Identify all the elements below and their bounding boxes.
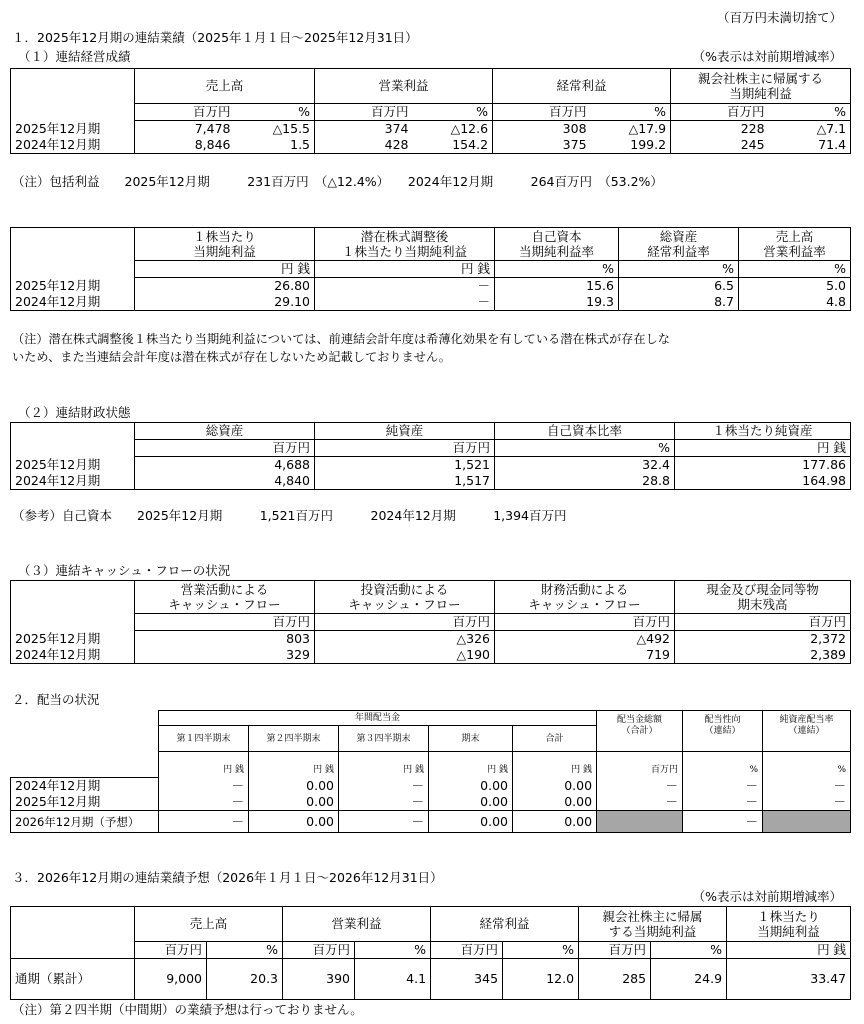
- header-cash-end: 現金及び現金同等物 期末残高: [675, 581, 851, 614]
- unit-cell: 円 銭: [135, 261, 315, 278]
- header-q1: 第１四半期末: [159, 726, 249, 752]
- unit-cell: %: [503, 942, 579, 959]
- header-eps: １株当たり 当期純利益: [727, 907, 851, 942]
- header-q3: 第３四半期末: [339, 726, 429, 752]
- value-cell: 29.10: [135, 294, 315, 311]
- unit-cell: 円 銭: [159, 752, 249, 778]
- header-total: 合計: [513, 726, 597, 752]
- unit-cell: 百万円: [675, 614, 851, 631]
- value-cell: 0.00: [249, 778, 339, 795]
- unit-cell: 百万円: [283, 942, 355, 959]
- header-operating-profit: 営業利益: [315, 69, 493, 104]
- value-cell: 1,521: [315, 457, 495, 474]
- value-cell: △326: [315, 631, 495, 648]
- header-annual-dividend: 年間配当金: [159, 711, 597, 726]
- value-cell: －: [763, 778, 851, 795]
- unit-cell: 百万円: [431, 942, 503, 959]
- header-roa: 総資産 経常利益率: [619, 228, 739, 261]
- subsection-financial-position: （２）連結財政状態: [18, 405, 131, 420]
- row-label: 2024年12月期: [11, 647, 135, 664]
- unit-cell: %: [207, 942, 283, 959]
- value-cell: －: [597, 794, 683, 811]
- table-row: [11, 959, 851, 1000]
- value-cell: 0.00: [513, 794, 597, 811]
- diluted-eps-note-line1: （注）潜在株式調整後１株当たり当期純利益については、前連結会計年度は希薄化効果を有している潜在株式が存在しな: [12, 332, 670, 346]
- row-label: 2024年12月期: [11, 294, 135, 311]
- header-q2: 第２四半期末: [249, 726, 339, 752]
- table-row: [11, 121, 851, 138]
- value-cell: 1.5: [235, 137, 315, 154]
- unit-note: （百万円未満切捨て）: [716, 10, 842, 25]
- value-cell: 4,688: [135, 457, 315, 474]
- value-cell: 0.00: [513, 811, 597, 833]
- value-cell: 308: [493, 121, 591, 138]
- header-total-assets: 総資産: [135, 423, 315, 440]
- header-net-assets: 純資産: [315, 423, 495, 440]
- header-payout-ratio: 配当性向 （連結）: [683, 711, 763, 752]
- value-cell: 4.1: [355, 959, 431, 1000]
- unit-cell: %: [413, 104, 493, 121]
- value-cell: 2,372: [675, 631, 851, 648]
- unit-cell: 百万円: [579, 942, 651, 959]
- unit-cell: %: [591, 104, 671, 121]
- diluted-eps-note-line2: いため、また当連結会計年度は潜在株式が存在しないため記載しておりません。: [12, 350, 451, 364]
- value-cell: 8,846: [135, 137, 235, 154]
- value-cell: △7.1: [769, 121, 851, 138]
- value-cell: △492: [495, 631, 675, 648]
- table-row: [11, 631, 851, 648]
- value-cell: 28.8: [495, 473, 675, 490]
- unit-cell: 百万円: [135, 942, 207, 959]
- corner-cell: [11, 228, 135, 278]
- row-label: 2024年12月期: [11, 778, 159, 795]
- unit-cell: %: [763, 752, 851, 778]
- value-cell: 26.80: [135, 278, 315, 295]
- unit-cell: 円 銭: [675, 440, 851, 457]
- value-cell: 5.0: [739, 278, 851, 295]
- value-cell: 9,000: [135, 959, 207, 1000]
- value-cell: 71.4: [769, 137, 851, 154]
- header-sales: 売上高: [135, 69, 315, 104]
- value-cell: 0.00: [429, 811, 513, 833]
- section-2-title: ２．配当の状況: [12, 692, 100, 707]
- value-cell: △15.5: [235, 121, 315, 138]
- unit-cell: 円 銭: [315, 261, 495, 278]
- header-sales: 売上高: [135, 907, 283, 942]
- header-ordinary-profit: 経常利益: [493, 69, 671, 104]
- value-cell: 245: [671, 137, 769, 154]
- unit-cell: %: [619, 261, 739, 278]
- value-cell: －: [683, 794, 763, 811]
- cash-flow-table: [10, 580, 851, 664]
- value-cell: －: [159, 778, 249, 795]
- unit-cell: %: [739, 261, 851, 278]
- value-cell: －: [597, 778, 683, 795]
- unit-cell: %: [355, 942, 431, 959]
- unit-cell: %: [495, 440, 675, 457]
- value-cell: 374: [315, 121, 413, 138]
- forecast-row: [11, 811, 851, 833]
- header-net-income: 親会社株主に帰属する 当期純利益: [671, 69, 851, 104]
- row-label: 2025年12月期: [11, 278, 135, 295]
- value-cell: 19.3: [495, 294, 619, 311]
- unit-cell: 百万円: [495, 614, 675, 631]
- value-cell: －: [315, 278, 495, 295]
- row-label: 2025年12月期: [11, 794, 159, 811]
- value-cell: 33.47: [727, 959, 851, 1000]
- unit-cell: 百万円: [135, 614, 315, 631]
- forecast-table: [10, 906, 851, 1000]
- table-row: [11, 794, 851, 811]
- row-label: 通期（累計）: [11, 959, 135, 1000]
- value-cell: △190: [315, 647, 495, 664]
- row-label: 2024年12月期: [11, 137, 135, 154]
- header-equity-ratio: 自己資本比率: [495, 423, 675, 440]
- value-cell: 285: [579, 959, 651, 1000]
- header-diluted-eps: 潜在株式調整後 １株当たり当期純利益: [315, 228, 495, 261]
- unit-cell: 百万円: [315, 440, 495, 457]
- forecast-percent-note: （%表示は対前期増減率）: [692, 889, 842, 904]
- value-cell: 32.4: [495, 457, 675, 474]
- unit-cell: %: [769, 104, 851, 121]
- unit-cell: 円 銭: [513, 752, 597, 778]
- section-1-title: １．2025年12月期の連結業績（2025年１月１日～2025年12月31日）: [12, 30, 418, 45]
- value-cell: 20.3: [207, 959, 283, 1000]
- comprehensive-income-note: （注）包括利益 2025年12月期 231百万円 （△12.4%） 2024年12月期 264百万円 （53.2%）: [12, 174, 663, 189]
- value-cell: 154.2: [413, 137, 493, 154]
- value-cell: 4.8: [739, 294, 851, 311]
- header-year-end: 期末: [429, 726, 513, 752]
- table-row: [11, 647, 851, 664]
- header-operating-margin: 売上高 営業利益率: [739, 228, 851, 261]
- header-operating-cf: 営業活動による キャッシュ・フロー: [135, 581, 315, 614]
- value-cell: 0.00: [429, 794, 513, 811]
- value-cell: 15.6: [495, 278, 619, 295]
- value-cell: 0.00: [249, 811, 339, 833]
- value-cell: 24.9: [651, 959, 727, 1000]
- subsection-operating-results: （１）連結経営成績: [18, 49, 131, 64]
- header-doe: 純資産配当率 （連結）: [763, 711, 851, 752]
- unit-cell: 百万円: [315, 104, 413, 121]
- corner-cell: [11, 69, 135, 121]
- value-cell: －: [339, 778, 429, 795]
- shaded-cell: [597, 811, 683, 833]
- value-cell: 4,840: [135, 473, 315, 490]
- unit-cell: 円 銭: [727, 942, 851, 959]
- header-net-income: 親会社株主に帰属 する当期純利益: [579, 907, 727, 942]
- corner-cell: [11, 581, 135, 631]
- header-financing-cf: 財務活動による キャッシュ・フロー: [495, 581, 675, 614]
- table-row: [11, 137, 851, 154]
- section-3-title: ３．2026年12月期の連結業績予想（2026年１月１日～2026年12月31日）: [12, 870, 443, 885]
- header-bps: １株当たり純資産: [675, 423, 851, 440]
- value-cell: △17.9: [591, 121, 671, 138]
- unit-cell: 百万円: [493, 104, 591, 121]
- unit-cell: 百万円: [135, 440, 315, 457]
- unit-cell: 円 銭: [339, 752, 429, 778]
- value-cell: －: [763, 794, 851, 811]
- table-row: [11, 457, 851, 474]
- row-label: 2025年12月期: [11, 121, 135, 138]
- dividends-table: [10, 710, 851, 833]
- value-cell: 345: [431, 959, 503, 1000]
- value-cell: 6.5: [619, 278, 739, 295]
- unit-cell: %: [651, 942, 727, 959]
- header-operating-profit: 営業利益: [283, 907, 431, 942]
- unit-cell: %: [683, 752, 763, 778]
- header-ordinary-profit: 経常利益: [431, 907, 579, 942]
- value-cell: 164.98: [675, 473, 851, 490]
- unit-cell: %: [235, 104, 315, 121]
- value-cell: 0.00: [513, 778, 597, 795]
- value-cell: －: [683, 778, 763, 795]
- value-cell: 0.00: [249, 794, 339, 811]
- row-label: 2024年12月期: [11, 473, 135, 490]
- shaded-cell: [763, 811, 851, 833]
- value-cell: 199.2: [591, 137, 671, 154]
- header-eps: １株当たり 当期純利益: [135, 228, 315, 261]
- subsection-cash-flows: （３）連結キャッシュ・フローの状況: [18, 563, 231, 578]
- value-cell: －: [683, 811, 763, 833]
- value-cell: 390: [283, 959, 355, 1000]
- percent-note: （%表示は対前期増減率）: [692, 49, 842, 64]
- value-cell: 2,389: [675, 647, 851, 664]
- per-share-table: [10, 227, 851, 311]
- equity-reference-note: （参考）自己資本 2025年12月期 1,521百万円 2024年12月期 1,394百万円: [12, 508, 567, 523]
- value-cell: －: [159, 811, 249, 833]
- row-label: 2025年12月期: [11, 631, 135, 648]
- table-row: [11, 278, 851, 295]
- row-label: 2026年12月期（予想）: [11, 811, 159, 833]
- forecast-note: （注）第２四半期（中間期）の業績予想は行っておりません。: [12, 1002, 363, 1017]
- unit-cell: 百万円: [671, 104, 769, 121]
- value-cell: 428: [315, 137, 413, 154]
- value-cell: －: [339, 794, 429, 811]
- value-cell: 12.0: [503, 959, 579, 1000]
- value-cell: 803: [135, 631, 315, 648]
- operating-results-table: [10, 68, 851, 154]
- value-cell: 8.7: [619, 294, 739, 311]
- corner-cell: [11, 711, 159, 778]
- unit-cell: 百万円: [597, 752, 683, 778]
- table-row: [11, 473, 851, 490]
- value-cell: 7,478: [135, 121, 235, 138]
- financial-position-table: [10, 422, 851, 490]
- value-cell: 719: [495, 647, 675, 664]
- value-cell: 329: [135, 647, 315, 664]
- unit-cell: 百万円: [135, 104, 235, 121]
- value-cell: －: [159, 794, 249, 811]
- value-cell: 0.00: [429, 778, 513, 795]
- header-total-dividend: 配当金総額 （合計）: [597, 711, 683, 752]
- value-cell: 1,517: [315, 473, 495, 490]
- value-cell: 228: [671, 121, 769, 138]
- header-investing-cf: 投資活動による キャッシュ・フロー: [315, 581, 495, 614]
- unit-cell: %: [495, 261, 619, 278]
- table-row: [11, 778, 851, 795]
- value-cell: 375: [493, 137, 591, 154]
- unit-cell: 円 銭: [429, 752, 513, 778]
- corner-cell: [11, 423, 135, 457]
- value-cell: △12.6: [413, 121, 493, 138]
- unit-cell: 百万円: [315, 614, 495, 631]
- header-roe: 自己資本 当期純利益率: [495, 228, 619, 261]
- value-cell: －: [339, 811, 429, 833]
- corner-cell: [11, 907, 135, 959]
- unit-cell: 円 銭: [249, 752, 339, 778]
- value-cell: －: [315, 294, 495, 311]
- row-label: 2025年12月期: [11, 457, 135, 474]
- table-row: [11, 294, 851, 311]
- value-cell: 177.86: [675, 457, 851, 474]
